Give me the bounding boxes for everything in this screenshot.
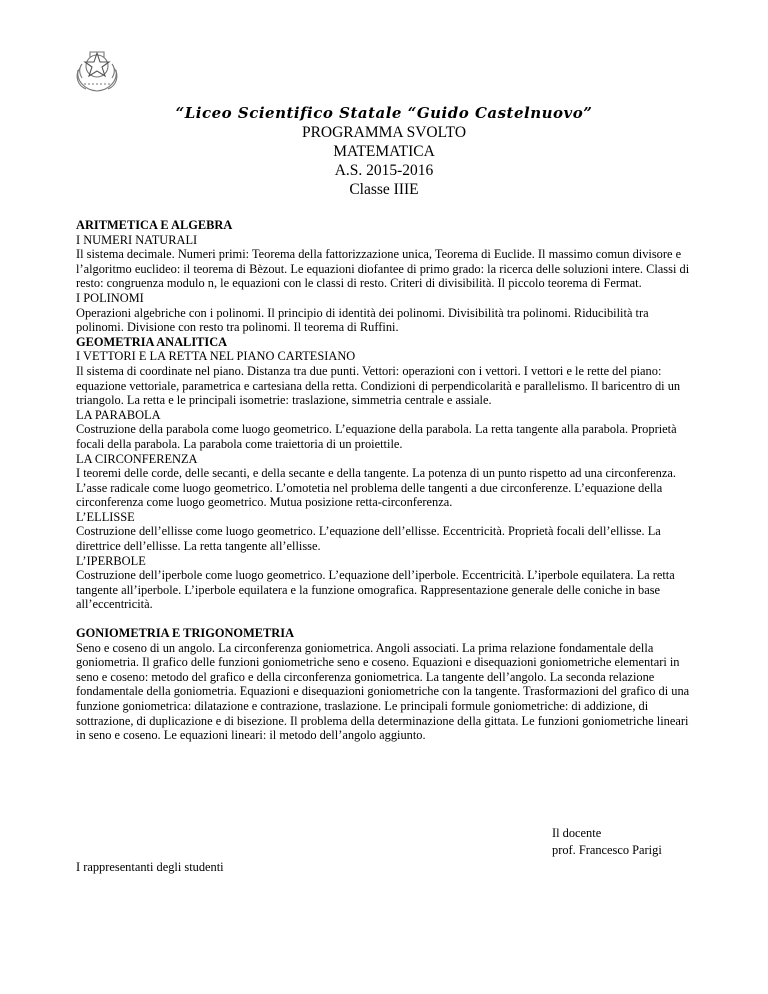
- topic-text: Costruzione dell’iperbole come luogo geometrico. L’equazione dell’iperbole. Eccentricità. L’iperbole equilatera. La retta tangente all’iperbole. L’iperbole equilatera e la funzione omografica. Rappresentazione generale delle coniche in base all’eccentricità.: [76, 568, 675, 612]
- topic-text: Costruzione dell’ellisse come luogo geometrico. L’equazione dell’ellisse. Eccentricità. Proprietà focali dell’ellisse. La direttrice dell’ellisse. La retta tangente all’ellisse.: [76, 524, 661, 554]
- teacher-name: prof. Francesco Parigi: [552, 843, 662, 857]
- topic-text: Seno e coseno di un angolo. La circonferenza goniometrica. Angoli associati. La prima relazione fondamentale della goniometria. Il grafico delle funzioni goniometriche seno e coseno. Equazioni e disequazioni goniometriche elementari in seno e coseno: metodo del grafico e della circonferenza goniometrica. La tangente dell’angolo. La seconda relazione fondamentale della goniometria. Equazioni e disequazioni goniometriche con la tangente. Trasformazioni del grafico di una funzione goniometrica: dilatazione e contrazione, traslazione. Le principali formule goniometriche: di addizione, di sottrazione, di duplicazione e di bisezione. Il problema della determinazione della gittata. Le funzioni goniometriche lineari in seno e coseno. Le equazioni lineari: il metodo dell’angolo aggiunto.: [76, 640, 690, 743]
- topic-heading: I POLINOMI: [76, 290, 144, 305]
- section-title: GONIOMETRIA E TRIGONOMETRIA: [76, 626, 295, 641]
- republic-emblem-icon: [70, 40, 124, 94]
- topic-text: Il sistema decimale. Numeri primi: Teorema della fattorizzazione unica, Teorema di Euclide. Il massimo comun divisore e l’algoritmo euclideo: il teorema di Bèzout. Le equazioni diofantee di primo grado: la ricerca delle soluzioni intere. Classi di resto: congruenza modulo n, le equazioni con le classi di resto. Criteri di divisibilità. Il piccolo teorema di Fermat.: [76, 247, 690, 291]
- topic-text: Operazioni algebriche con i polinomi. Il principio di identità dei polinomi. Divisibilità tra polinomi. Riducibilità tra polinomi. Divisione con resto tra polinomi. Il teorema di Ruffini.: [76, 305, 649, 335]
- section-spacer: [76, 612, 696, 626]
- students-representatives-label: I rappresentanti degli studenti: [76, 860, 224, 874]
- school-year: A.S. 2015-2016: [334, 162, 434, 179]
- topic-heading: I VETTORI E LA RETTA NEL PIANO CARTESIANO: [76, 349, 356, 364]
- teacher-signature: [552, 825, 662, 859]
- topic-heading: LA PARABOLA: [76, 407, 161, 422]
- topic-heading: LA CIRCONFERENZA: [76, 451, 198, 466]
- topic-heading: I NUMERI NATURALI: [76, 232, 198, 247]
- topic-text: I teoremi delle corde, delle secanti, e della secante e della tangente. La potenza di un punto rispetto ad una circonferenza. L’asse radicale come luogo geometrico. L’omotetia nel problema delle tangenti a due circonferenze. L’equazione della circonferenza come luogo geometrico. Mutua posizione retta-circonferenza.: [76, 466, 676, 510]
- topic-text: Costruzione della parabola come luogo geometrico. L’equazione della parabola. La retta tangente alla parabola. Proprietà focali della parabola. La parabola come traiettoria di un proiettile.: [76, 422, 677, 451]
- class-name: Classe IIIE: [349, 181, 419, 198]
- topic-heading: L’IPERBOLE: [76, 553, 146, 568]
- program-content: [76, 218, 696, 743]
- document-title: PROGRAMMA SVOLTO: [301, 124, 467, 141]
- subject-title: MATEMATICA: [333, 143, 435, 160]
- topic-text: Il sistema di coordinate nel piano. Distanza tra due punti. Vettori: operazioni con i vettori. I vettori e le rette del piano: equazione vettoriale, parametrica e cartesiana della retta. Condizioni di perpendicolarità e parallelismo. Il baricentro di un triangolo. La retta e le principali isometrie: traslazione, simmetria centrale e assiale.: [76, 363, 681, 408]
- school-name: “Liceo Scientifico Statale “Guido Castelnuovo”: [175, 104, 593, 122]
- topic-heading: L’ELLISSE: [76, 509, 135, 524]
- teacher-label: Il docente: [552, 826, 602, 840]
- section-title: ARITMETICA E ALGEBRA: [76, 218, 233, 232]
- section-title: GEOMETRIA ANALITICA: [76, 334, 228, 349]
